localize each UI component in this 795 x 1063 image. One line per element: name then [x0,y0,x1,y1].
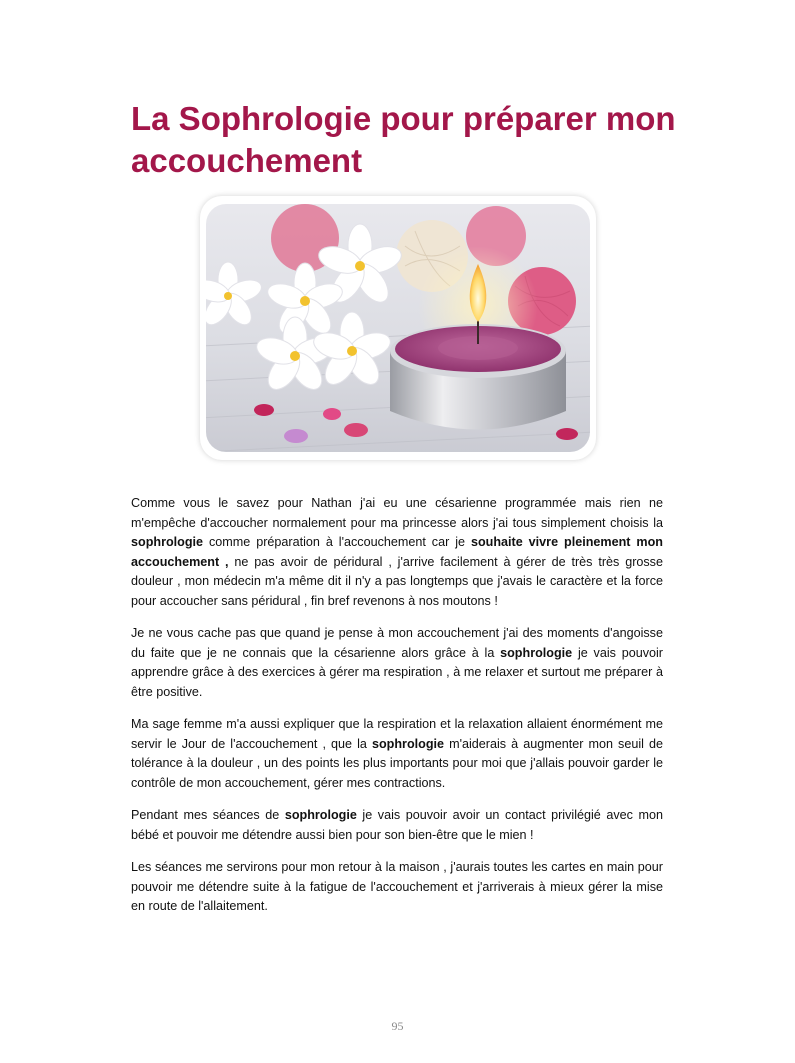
candle-flowers-illustration [200,196,596,460]
paragraph [131,806,663,845]
paragraph [131,715,663,793]
paragraph-text: Pendant mes séances de [131,808,285,822]
paragraph-text: je vais pouvoir apprendre grâce à des exercices à gérer ma respiration , à me relaxer et surtout me préparer à être positive. [131,645,664,699]
bold-keyword: sophrologie [500,645,573,660]
bold-keyword: sophrologie [371,736,445,751]
page-number: 95 [391,1019,404,1033]
page-title: La Sophrologie pour préparer mon accouchement [131,100,676,179]
paragraph-text: je vais pouvoir avoir un contact privilégié avec mon bébé et pouvoir me détendre aussi bien pour son bien-être que le mien ! [131,808,664,842]
paragraph [131,858,663,917]
bold-keyword: sophrologie [284,808,357,822]
paragraph-text: m'aiderais à augmenter mon seuil de tolérance à la douleur , un des points les plus importants pour moi que j'allais pouvoir garder le contrôle de mon accouchement, gérer mes contractions. [131,736,663,790]
candle-flowers-photo [200,196,596,460]
paragraph-text: Comme vous le savez pour Nathan j'ai eu une césarienne programmée mais rien ne m'empêche d'accoucher normalement pour ma princesse alors j'ai tous simplement choisis la [131,496,663,530]
paragraph-text: Ma sage femme m'a aussi expliquer que la respiration et la relaxation allaient énormément me servir le Jour de l'accouchement , que la [131,717,663,751]
paragraph [131,494,663,611]
article-body [131,494,663,930]
paragraph-text: ne pas avoir de péridural , j'arrive facilement à gérer de très très grosse douleur , mon médecin m'a même dit il n'y a pas longtemps que j'avais le caractère et la force pour accoucher sans péridural , fin bref revenons à nos moutons ! [131,554,663,608]
paragraph-text: comme préparation à l'accouchement car je [203,535,471,549]
bold-keyword: sophrologie [131,535,204,549]
paragraph [131,624,663,702]
bold-keyword: souhaite vivre pleinement mon accouchement , [131,535,663,569]
paragraph-text: Je ne vous cache pas que quand je pense à mon accouchement j'ai des moments d'angoisse du faite que je ne connais que la césarienne alors grâce à la [131,626,663,660]
paragraph-text: Les séances me servirons pour mon retour à la maison , j'aurais toutes les cartes en main pour pouvoir me détendre suite à la fatigue de l'accouchement et j'arriverais à mieux gérer la mise en route de l'allaitement. [131,860,663,913]
